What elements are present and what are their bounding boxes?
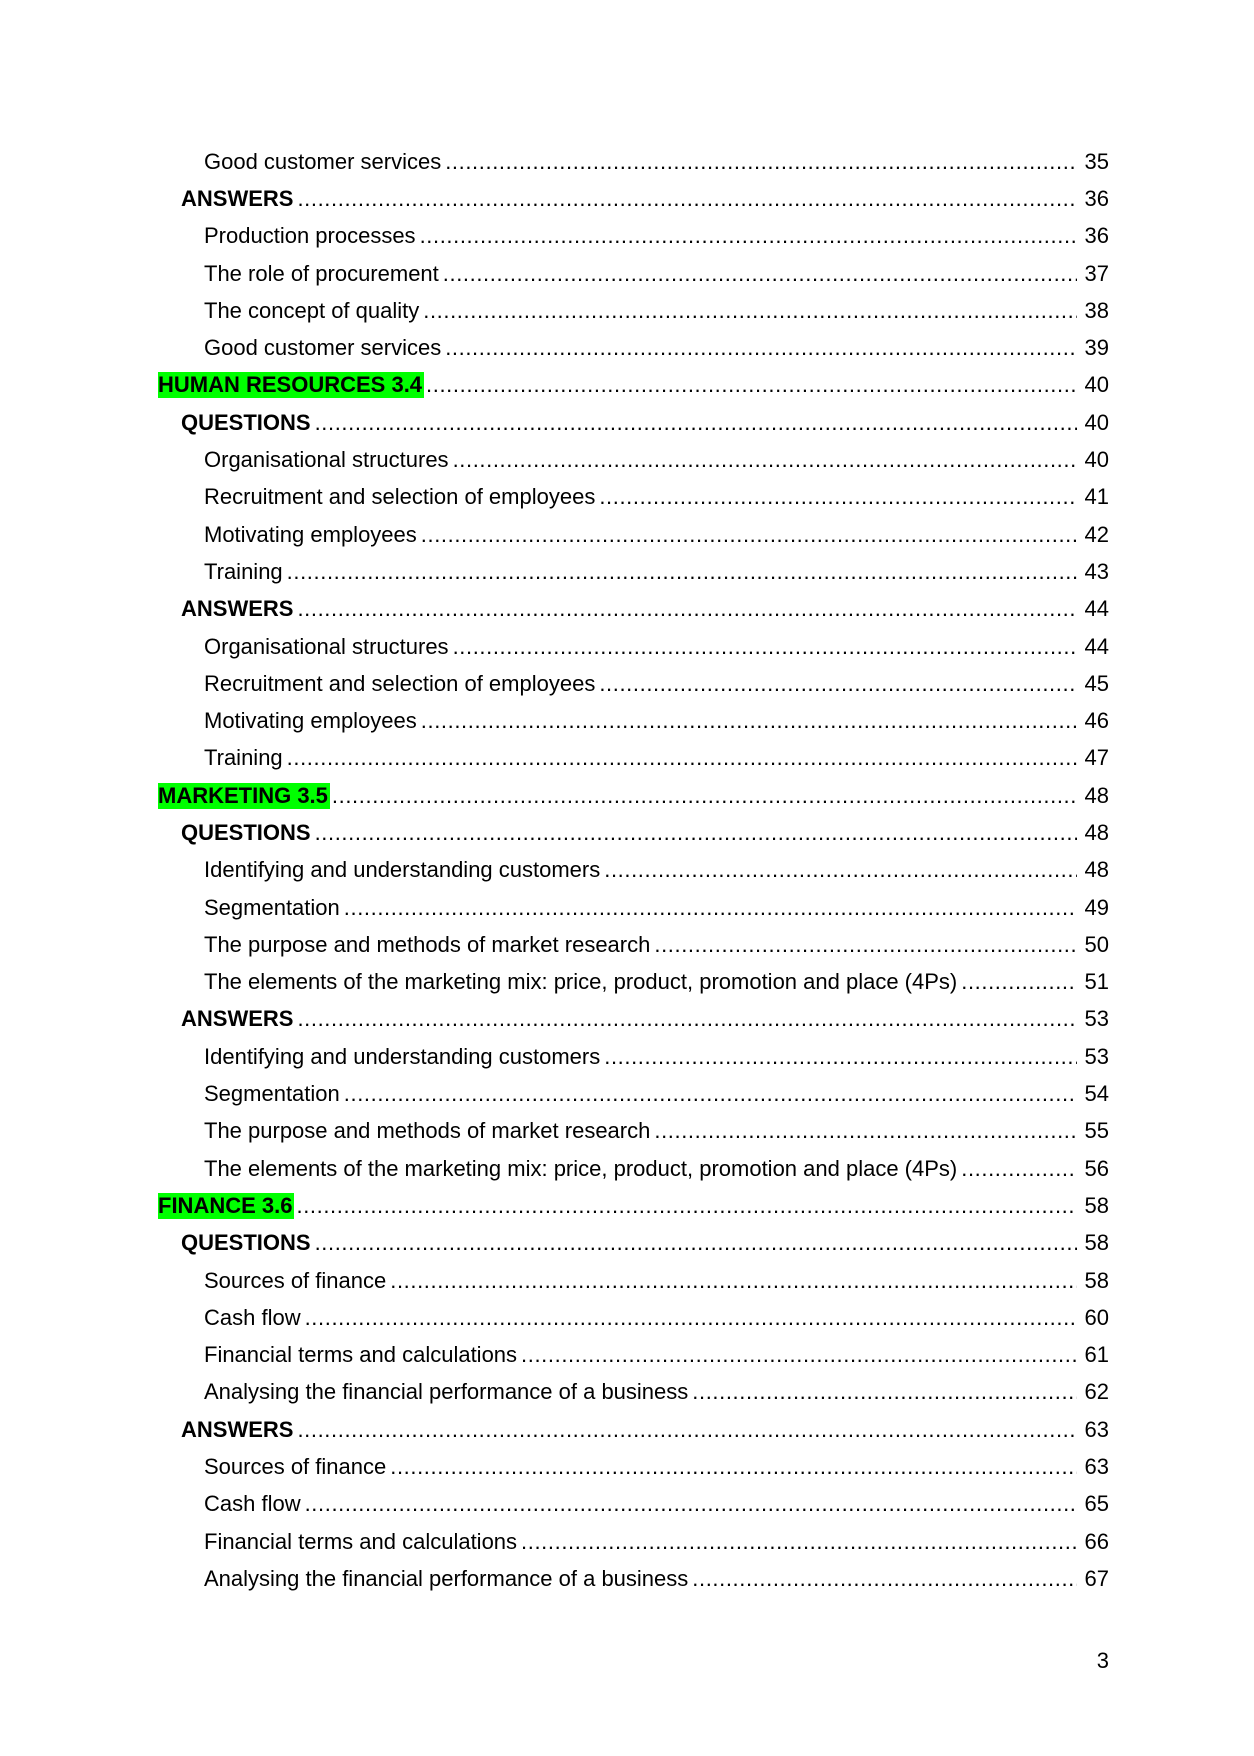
toc-entry-page-number: 58 (1084, 1230, 1109, 1256)
toc-entry-page-number: 36 (1084, 185, 1109, 211)
dot-leader (297, 596, 1077, 622)
toc-subheading[interactable] (158, 1001, 1109, 1038)
toc-entry-page-number: 62 (1084, 1379, 1109, 1405)
toc-entry[interactable] (158, 255, 1109, 292)
dot-leader (390, 1454, 1077, 1480)
dot-leader (315, 820, 1077, 846)
toc-entry-page-number: 65 (1084, 1491, 1109, 1517)
dot-leader (332, 783, 1077, 809)
toc-entry-title: Organisational structures (204, 633, 449, 659)
toc-entry-title: Financial terms and calculations (204, 1528, 518, 1554)
toc-entry[interactable] (158, 553, 1109, 590)
toc-entry[interactable] (158, 292, 1109, 329)
dot-leader (443, 261, 1077, 287)
toc-entry[interactable] (158, 926, 1109, 963)
toc-entry-page-number: 47 (1084, 745, 1109, 771)
toc-entry-page-number: 45 (1084, 670, 1109, 696)
toc-entry[interactable] (158, 702, 1109, 739)
dot-leader (445, 149, 1077, 175)
toc-entry[interactable] (158, 143, 1109, 180)
toc-entry-page-number: 43 (1084, 558, 1109, 584)
toc-entry-title: Sources of finance (204, 1454, 387, 1480)
toc-entry-title: Identifying and understanding customers (204, 1043, 601, 1069)
dot-leader (654, 1118, 1077, 1144)
toc-section-heading[interactable] (158, 367, 1109, 404)
toc-entry-page-number: 51 (1084, 969, 1109, 995)
toc-entry[interactable] (158, 1560, 1109, 1597)
dot-leader (421, 708, 1077, 734)
toc-entry-page-number: 67 (1084, 1565, 1109, 1591)
toc-entry-page-number: 53 (1084, 1006, 1109, 1032)
toc-subheading[interactable] (158, 404, 1109, 441)
toc-entry-title: Sources of finance (204, 1267, 387, 1293)
toc-entry-page-number: 58 (1084, 1192, 1109, 1218)
toc-entry-page-number: 37 (1084, 260, 1109, 286)
toc-entry-title: MARKETING 3.5 (158, 782, 328, 808)
dot-leader (521, 1529, 1077, 1555)
toc-entry-page-number: 46 (1084, 708, 1109, 734)
dot-leader (315, 410, 1077, 436)
toc-entry-page-number: 44 (1084, 633, 1109, 659)
dot-leader (521, 1342, 1077, 1368)
dot-leader (423, 298, 1077, 324)
toc-entry-title: The elements of the marketing mix: price, product, promotion and place (4Ps) (204, 969, 958, 995)
toc-entry-page-number: 36 (1084, 223, 1109, 249)
toc-entry-title: Cash flow (204, 1304, 301, 1330)
toc-subheading[interactable] (158, 591, 1109, 628)
toc-entry-title: HUMAN RESOURCES 3.4 (158, 372, 423, 398)
dot-leader (604, 857, 1077, 883)
dot-leader (599, 671, 1077, 697)
toc-entry-title: ANSWERS (181, 1006, 294, 1032)
toc-entry-page-number: 63 (1084, 1416, 1109, 1442)
dot-leader (287, 559, 1077, 585)
toc-entry-page-number: 60 (1084, 1304, 1109, 1330)
toc-entry[interactable] (158, 1486, 1109, 1523)
toc-entry-title: Segmentation (204, 894, 340, 920)
toc-entry-page-number: 58 (1084, 1267, 1109, 1293)
toc-entry-page-number: 39 (1084, 335, 1109, 361)
dot-leader (692, 1566, 1077, 1592)
toc-entry-title: Analysing the financial performance of a business (204, 1379, 689, 1405)
toc-entry-page-number: 48 (1084, 857, 1109, 883)
toc-entry-title: Organisational structures (204, 447, 449, 473)
toc-entry[interactable] (158, 516, 1109, 553)
dot-leader (315, 1230, 1077, 1256)
toc-entry[interactable] (158, 665, 1109, 702)
toc-entry[interactable] (158, 628, 1109, 665)
toc-entry-title: Recruitment and selection of employees (204, 670, 596, 696)
toc-subheading[interactable] (158, 1411, 1109, 1448)
toc-entry[interactable] (158, 1150, 1109, 1187)
dot-leader (305, 1305, 1077, 1331)
toc-entry-page-number: 53 (1084, 1043, 1109, 1069)
dot-leader (305, 1491, 1077, 1517)
dot-leader (426, 372, 1077, 398)
toc-entry-title: ANSWERS (181, 596, 294, 622)
toc-entry-page-number: 48 (1084, 782, 1109, 808)
dot-leader (421, 522, 1077, 548)
toc-entry-page-number: 48 (1084, 819, 1109, 845)
toc-entry[interactable] (158, 1523, 1109, 1560)
toc-entry-page-number: 40 (1084, 409, 1109, 435)
dot-leader (453, 447, 1077, 473)
toc-entry-title: QUESTIONS (181, 409, 311, 435)
toc-entry[interactable] (158, 964, 1109, 1001)
toc-entry-title: Recruitment and selection of employees (204, 484, 596, 510)
toc-entry-page-number: 56 (1084, 1155, 1109, 1181)
toc-entry[interactable] (158, 479, 1109, 516)
toc-section-heading[interactable] (158, 777, 1109, 814)
toc-entry-page-number: 55 (1084, 1118, 1109, 1144)
toc-entry-page-number: 66 (1084, 1528, 1109, 1554)
dot-leader (287, 745, 1077, 771)
toc-entry[interactable] (158, 852, 1109, 889)
toc-subheading[interactable] (158, 1225, 1109, 1262)
toc-entry-title: The purpose and methods of market research (204, 1118, 651, 1144)
toc-entry-title: Analysing the financial performance of a business (204, 1565, 689, 1591)
dot-leader (961, 1156, 1077, 1182)
toc-entry-title: ANSWERS (181, 1416, 294, 1442)
toc-entry-title: Good customer services (204, 148, 442, 174)
toc-entry-page-number: 38 (1084, 297, 1109, 323)
toc-entry-page-number: 40 (1084, 447, 1109, 473)
toc-entry-page-number: 49 (1084, 894, 1109, 920)
toc-entry-page-number: 54 (1084, 1081, 1109, 1107)
toc-entry[interactable] (158, 441, 1109, 478)
toc-entry-page-number: 35 (1084, 148, 1109, 174)
toc-entry-title: Financial terms and calculations (204, 1342, 518, 1368)
toc-entry[interactable] (158, 1262, 1109, 1299)
dot-leader (297, 186, 1077, 212)
page-number: 3 (1096, 1648, 1109, 1673)
toc-entry[interactable] (158, 1448, 1109, 1485)
toc-entry-title: FINANCE 3.6 (158, 1192, 293, 1218)
toc-entry-title: QUESTIONS (181, 1230, 311, 1256)
dot-leader (453, 634, 1077, 660)
toc-entry-title: The elements of the marketing mix: price, product, promotion and place (4Ps) (204, 1155, 958, 1181)
toc-entry[interactable] (158, 1299, 1109, 1336)
toc-entry-page-number: 40 (1084, 372, 1109, 398)
dot-leader (390, 1268, 1077, 1294)
dot-leader (344, 1081, 1077, 1107)
toc-entry[interactable] (158, 1075, 1109, 1112)
toc-entry-title: Production processes (204, 223, 416, 249)
toc-entry-title: QUESTIONS (181, 819, 311, 845)
toc-entry-title: Motivating employees (204, 521, 417, 547)
toc-entry-page-number: 44 (1084, 596, 1109, 622)
toc-entry-title: Cash flow (204, 1491, 301, 1517)
toc-entry-title: Training (204, 745, 283, 771)
toc-entry-title: Identifying and understanding customers (204, 857, 601, 883)
dot-leader (604, 1044, 1077, 1070)
toc-entry[interactable] (158, 740, 1109, 777)
table-of-contents (158, 143, 1109, 1598)
toc-entry-title: Good customer services (204, 335, 442, 361)
toc-entry-page-number: 61 (1084, 1342, 1109, 1368)
toc-entry-title: ANSWERS (181, 185, 294, 211)
dot-leader (961, 969, 1077, 995)
dot-leader (420, 223, 1077, 249)
toc-entry-page-number: 50 (1084, 931, 1109, 957)
toc-section-heading[interactable] (158, 1187, 1109, 1224)
toc-entry-title: The role of procurement (204, 260, 439, 286)
dot-leader (344, 895, 1077, 921)
toc-subheading[interactable] (158, 180, 1109, 217)
toc-entry-page-number: 42 (1084, 521, 1109, 547)
toc-entry[interactable] (158, 1337, 1109, 1374)
toc-entry[interactable] (158, 1113, 1109, 1150)
toc-entry-title: The concept of quality (204, 297, 420, 323)
toc-entry-page-number: 41 (1084, 484, 1109, 510)
toc-entry-title: Segmentation (204, 1081, 340, 1107)
dot-leader (445, 335, 1077, 361)
toc-subheading[interactable] (158, 814, 1109, 851)
toc-entry[interactable] (158, 889, 1109, 926)
toc-entry-title: The purpose and methods of market research (204, 931, 651, 957)
toc-entry[interactable] (158, 329, 1109, 366)
dot-leader (296, 1193, 1077, 1219)
dot-leader (297, 1417, 1077, 1443)
toc-entry[interactable] (158, 1374, 1109, 1411)
toc-entry-title: Training (204, 558, 283, 584)
dot-leader (599, 484, 1077, 510)
toc-entry-page-number: 63 (1084, 1454, 1109, 1480)
toc-entry-title: Motivating employees (204, 708, 417, 734)
toc-entry[interactable] (158, 218, 1109, 255)
dot-leader (692, 1379, 1077, 1405)
toc-entry[interactable] (158, 1038, 1109, 1075)
dot-leader (297, 1006, 1077, 1032)
dot-leader (654, 932, 1077, 958)
